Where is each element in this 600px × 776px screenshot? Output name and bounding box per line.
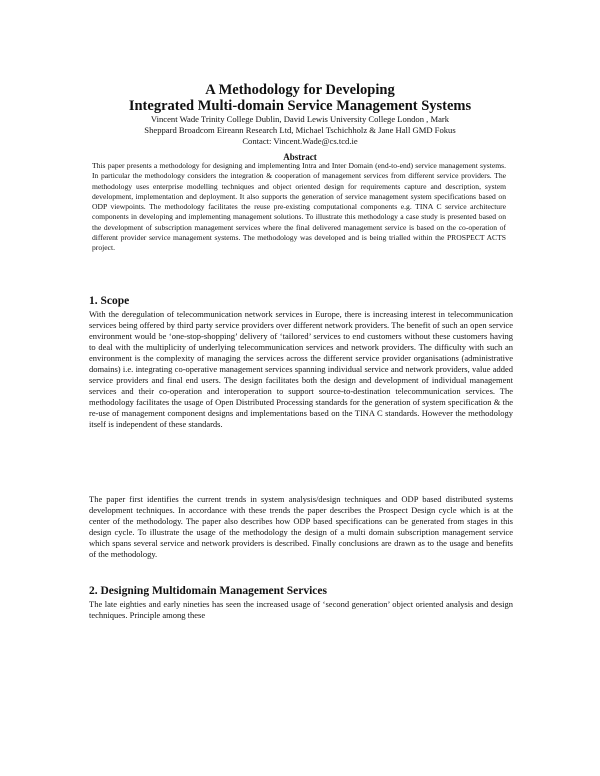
scope-paragraph-1: With the deregulation of telecommunication network services in Europe, there is increasing interest in telecommunication services being offered by third party service providers over different network providers. The benefit of such an open service environment would be ‘one-stop-shopping’ delivery of ‘tailored’ services to end customers without these customers having to deal with the multiplicity of underlying telecommunication services and network providers. The difficulty with such an environment is the complexity of managing the services across the different service provider organisations (administrative domains) i.e. integrating co-operative management services spanning individual service and network providers, value added service providers and final end users. The design facilitates both the design and development of individual management services and their co-operation and interoperation to support source-to-destination telecommunication services. The methodology facilitates the usage of Open Distributed Processing standards for the generation of system specification & the re-use of management component designs and implementations based on the TINA C standards. However the methodology itself is independent of these standards.: [89, 309, 513, 430]
paper-title-line-1: A Methodology for Developing: [205, 82, 395, 98]
abstract-heading: Abstract: [283, 152, 317, 162]
section-heading-designing: 2. Designing Multidomain Management Services: [89, 585, 327, 597]
designing-paragraph-1: The late eighties and early nineties has seen the increased usage of ‘second generation’ object oriented analysis and design techniques. Principle among these: [89, 599, 513, 621]
scope-paragraph-2: The paper first identifies the current trends in system analysis/design techniques and ODP based distributed systems development techniques. In accordance with these trends the paper describes the Prospect Design cycle which is at the center of the methodology. The paper also describes how ODP based specifications can be generated from stages in this design cycle. To illustrate the usage of the methodology the design of a multi domain subscription management service which spans several service and network providers is described. Finally conclusions are drawn as to the usage and benefits of the methodology.: [89, 494, 513, 560]
authors-line-1: Vincent Wade Trinity College Dublin, David Lewis University College London , Mark: [150, 114, 450, 124]
paper-title-line-2: Integrated Multi-domain Service Management Systems: [128, 98, 472, 114]
abstract-text: This paper presents a methodology for designing and implementing Intra and Inter Domain (end-to-end) service management systems. In particular the methodology considers the integration & cooperation of management services from different service providers. The methodology uses enterprise modelling techniques and object oriented design for requirements capture and description, system development, implementation and deployment. It also supports the generation of service management system specifications based on ODP viewpoints. The methodology facilitates the reuse pre-existing computational components e.g. TINA C service architecture components in developing and implementing management solutions. To illustrate this methodology a case study is presented based on the development of subscription management services where the final delivered management service is based on the co-operation of different provider service management systems. The methodology was developed and is being trialled within the PROSPECT ACTS project.: [92, 161, 506, 253]
authors-line-2: Sheppard Broadcom Eireann Research Ltd, Michael Tschichholz & Jane Hall GMD Fokus: [144, 124, 456, 135]
author-block: [80, 114, 520, 146]
contact-email: Contact: Vincent.Wade@cs.tcd.ie: [242, 135, 358, 146]
section-heading-scope: 1. Scope: [89, 295, 130, 307]
